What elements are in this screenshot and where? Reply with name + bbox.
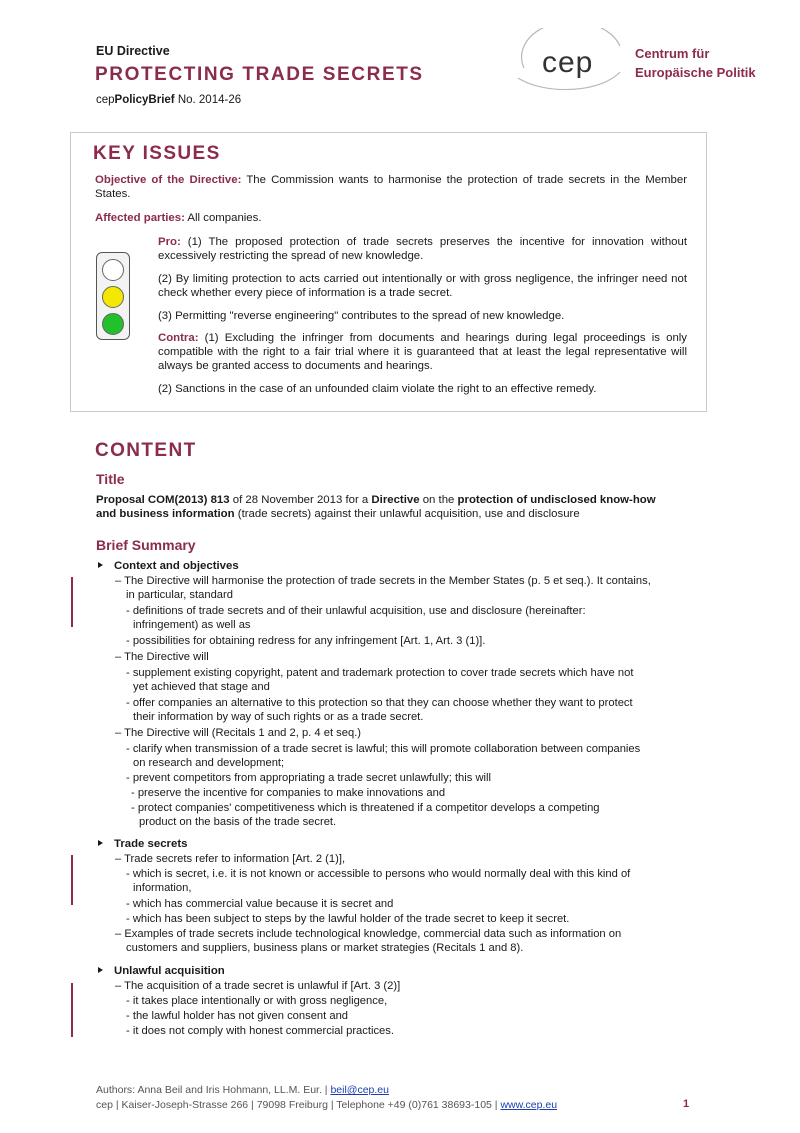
text-line: – The acquisition of a trade secret is unlawful if [Art. 3 (2)] bbox=[115, 980, 401, 992]
section-unlawful-acquisition-heading: Unlawful acquisition bbox=[98, 965, 225, 977]
text-line: - clarify when transmission of a trade secret is lawful; this will promote collaboration between companies bbox=[126, 743, 641, 755]
text-line: - the lawful holder has not given consent and bbox=[126, 1010, 349, 1022]
text-line: - supplement existing copyright, patent and trademark protection to cover trade secrets which have not bbox=[126, 667, 634, 679]
text-line: - protect companies' competitiveness which is threatened if a competitor develops a competing bbox=[131, 802, 600, 814]
text-line: - which has been subject to steps by the lawful holder of the trade secret to keep it secret. bbox=[126, 913, 570, 925]
text-line: product on the basis of the trade secret. bbox=[139, 816, 337, 828]
text-line: infringement) as well as bbox=[133, 619, 251, 631]
text-line: on research and development; bbox=[133, 757, 285, 769]
affected-parties-paragraph: Affected parties: All companies. bbox=[95, 212, 262, 224]
text-line: - which has commercial value because it is secret and bbox=[126, 898, 394, 910]
contra-point-1: Contra: (1) Excluding the infringer from documents and hearings during legal proceedings is only compatible with the right to a fair trial where it is guaranteed that at least the legal representative will always be granted access to documents and hearings. bbox=[158, 332, 687, 372]
text-line: - preserve the incentive for companies to make innovations and bbox=[131, 787, 446, 799]
section-trade-secrets-heading: Trade secrets bbox=[98, 838, 187, 850]
series-label: cepPolicyBrief No. 2014-26 bbox=[96, 94, 242, 106]
organization-name: Centrum für Europäische Politik bbox=[635, 46, 756, 80]
text-line: - possibilities for obtaining redress for any infringement [Art. 1, Art. 3 (1)]. bbox=[126, 635, 486, 647]
text-line: – The Directive will harmonise the protection of trade secrets in the Member States (p. 5 et seq.). It contains, bbox=[115, 575, 651, 587]
text-line: – Trade secrets refer to information [Art. 2 (1)], bbox=[115, 853, 346, 865]
text-line: information, bbox=[133, 882, 192, 894]
margin-bar bbox=[71, 983, 73, 1037]
page-number: 1 bbox=[683, 1098, 690, 1110]
text-line: in particular, standard bbox=[126, 589, 233, 601]
pro-point-2: (2) By limiting protection to acts carried out intentionally or with gross negligence, the infringer need not check whether every piece of information is a trade secret. bbox=[158, 273, 687, 299]
document-title: PROTECTING TRADE SECRETS bbox=[95, 64, 424, 85]
pro-point-3: (3) Permitting "reverse engineering" contributes to the spread of new knowledge. bbox=[158, 310, 565, 322]
content-heading: CONTENT bbox=[95, 440, 197, 461]
bullet-triangle-icon bbox=[98, 840, 103, 846]
text-line: – Examples of trade secrets include technological knowledge, commercial data such as information on bbox=[115, 928, 622, 940]
text-line: – The Directive will bbox=[115, 651, 209, 663]
traffic-light-top bbox=[102, 259, 124, 281]
text-line: - prevent competitors from appropriating a trade secret unlawfully; this will bbox=[126, 772, 491, 784]
brief-summary-subheading: Brief Summary bbox=[96, 537, 196, 553]
text-line: yet achieved that stage and bbox=[133, 681, 270, 693]
text-line: – The Directive will (Recitals 1 and 2, p. 4 et seq.) bbox=[115, 727, 362, 739]
traffic-light-middle bbox=[102, 286, 124, 308]
contra-point-2: (2) Sanctions in the case of an unfounded claim violate the right to an effective remedy. bbox=[158, 383, 597, 395]
author-email-link[interactable]: beil@cep.eu bbox=[330, 1084, 389, 1096]
section-context-heading: Context and objectives bbox=[98, 560, 239, 572]
title-subheading: Title bbox=[96, 471, 125, 487]
margin-bar bbox=[71, 855, 73, 905]
footer bbox=[96, 1083, 557, 1113]
pro-point-1: Pro: (1) The proposed protection of trade secrets preserves the incentive for innovation without excessively restricting the spread of new knowledge. bbox=[158, 236, 687, 262]
footer-authors: Authors: Anna Beil and Iris Hohmann, LL.M. Eur. | beil@cep.eu bbox=[96, 1084, 389, 1096]
text-line: their information by way of such rights or as a trade secret. bbox=[133, 711, 424, 723]
bullet-triangle-icon bbox=[98, 562, 103, 568]
footer-address: cep | Kaiser-Joseph-Strasse 266 | 79098 Freiburg | Telephone +49 (0)761 38693-105 | www.cep.eu bbox=[96, 1099, 558, 1111]
traffic-light-icon bbox=[96, 252, 130, 340]
website-link[interactable]: www.cep.eu bbox=[500, 1099, 558, 1111]
proposal-title-line-2: and business information (trade secrets) against their unlawful acquisition, use and disclosure bbox=[96, 508, 580, 520]
document-kicker: EU Directive bbox=[96, 44, 170, 58]
key-issues-heading: KEY ISSUES bbox=[93, 143, 221, 164]
logo-wordmark: cep bbox=[542, 46, 594, 79]
text-line: customers and suppliers, business plans or market strategies (Recitals 1 and 8). bbox=[126, 942, 524, 954]
proposal-title-line-1: Proposal COM(2013) 813 of 28 November 2013 for a Directive on the protection of undisclosed know-how bbox=[96, 494, 656, 506]
text-line: - offer companies an alternative to this protection so that they can choose whether they want to protect bbox=[126, 697, 633, 709]
cep-logo bbox=[516, 28, 628, 90]
text-line: - definitions of trade secrets and of their unlawful acquisition, use and disclosure (hereinafter: bbox=[126, 605, 586, 617]
objective-paragraph: Objective of the Directive: The Commission wants to harmonise the protection of trade secrets in the Member States. bbox=[95, 174, 688, 200]
text-line: - it takes place intentionally or with gross negligence, bbox=[126, 995, 388, 1007]
text-line: - which is secret, i.e. it is not known or accessible to persons who would normally deal with this kind of bbox=[126, 868, 631, 880]
traffic-light-bottom bbox=[102, 313, 124, 335]
margin-bar bbox=[71, 577, 73, 627]
text-line: - it does not comply with honest commercial practices. bbox=[126, 1025, 394, 1037]
bullet-triangle-icon bbox=[98, 967, 103, 973]
